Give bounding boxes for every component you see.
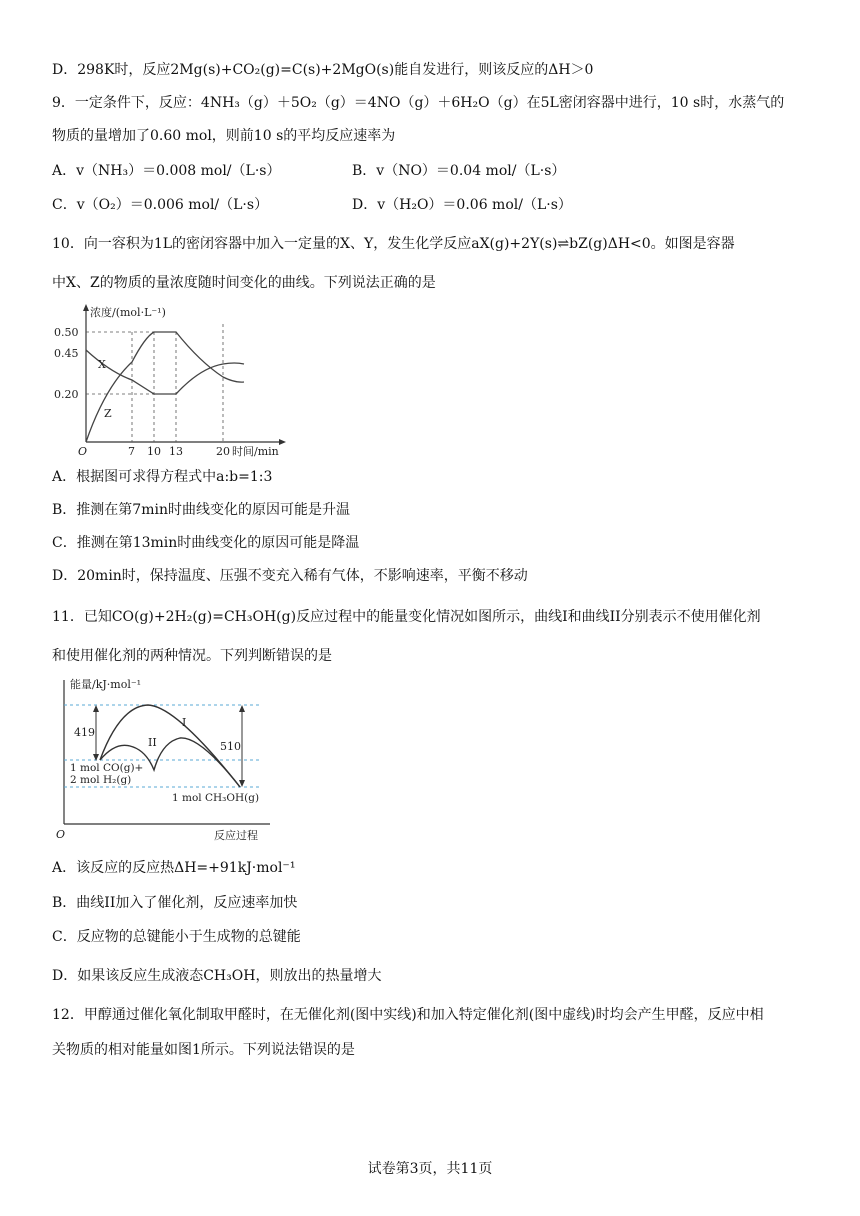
page-footer: 试卷第3页，共11页 <box>367 1161 493 1177</box>
q10-origin: O <box>78 445 88 458</box>
q11-reactant-label-2: 2 mol H₂(g) <box>70 774 132 786</box>
q10-curve-x-label: X <box>98 358 106 371</box>
q11-x-axis-label: 反应过程 <box>214 829 258 842</box>
q8-option-d: D．298K时，反应2Mg(s)+CO₂(g)=C(s)+2MgO(s)能自发进行，则该反应的ΔH＞0 <box>52 62 594 78</box>
q9-stem-line1: 9．一定条件下，反应：4NH₃（g）＋5O₂（g）＝4NO（g）＋6H₂O（g）在5L密闭容器中进行，10 s时，水蒸气的 <box>52 95 785 111</box>
q11-value-419: 419 <box>74 726 95 739</box>
q10-option-a: A．根据图可求得方程式中a:b=1:3 <box>52 469 273 485</box>
q11-reactant-label-1: 1 mol CO(g)+ <box>70 762 144 774</box>
q11-origin: O <box>56 828 66 841</box>
q10-y-tick: 0.45 <box>54 347 79 360</box>
q9-option-a: A．v（NH₃）＝0.008 mol/（L·s） <box>52 163 281 179</box>
q10-x-tick: 7 <box>128 445 135 458</box>
q10-x-tick: 20 <box>216 445 230 458</box>
q11-y-axis-label: 能量/kJ·mol⁻¹ <box>70 678 142 691</box>
q10-concentration-figure <box>50 302 310 462</box>
q12-stem-line2: 关物质的相对能量如图1所示。下列说法错误的是 <box>52 1042 355 1058</box>
q9-stem-line2: 物质的量增加了0.60 mol，则前10 s的平均反应速率为 <box>52 128 396 144</box>
q10-option-c: C．推测在第13min时曲线变化的原因可能是降温 <box>52 535 360 551</box>
q9-option-d: D．v（H₂O）＝0.06 mol/（L·s） <box>352 197 572 213</box>
q9-option-b: B．v（NO）＝0.04 mol/（L·s） <box>352 163 566 179</box>
q10-y-tick: 0.50 <box>54 326 79 339</box>
q9-option-c: C．v（O₂）＝0.006 mol/（L·s） <box>52 197 269 213</box>
q10-y-axis-label: 浓度/(mol·L⁻¹) <box>90 306 166 319</box>
q10-curve-z-label: Z <box>104 407 112 420</box>
q10-option-d: D．20min时，保持温度、压强不变充入稀有气体，不影响速率，平衡不移动 <box>52 568 528 584</box>
q10-x-tick: 10 <box>147 445 161 458</box>
q11-value-510: 510 <box>220 740 241 753</box>
q11-stem-line1: 11．已知CO(g)+2H₂(g)=CH₃OH(g)反应过程中的能量变化情况如图所示，曲线I和曲线II分别表示不使用催化剂 <box>52 609 761 625</box>
q11-curve-1-label: I <box>182 716 187 729</box>
q11-curve-2-label: II <box>148 736 157 749</box>
q11-option-d: D．如果该反应生成液态CH₃OH，则放出的热量增大 <box>52 968 382 984</box>
q10-option-b: B．推测在第7min时曲线变化的原因可能是升温 <box>52 502 350 518</box>
q10-stem-line2: 中X、Z的物质的量浓度随时间变化的曲线。下列说法正确的是 <box>52 275 436 291</box>
q11-option-b: B．曲线II加入了催化剂，反应速率加快 <box>52 895 298 911</box>
q10-x-axis-label: 时间/min <box>232 445 279 458</box>
q11-stem-line2: 和使用催化剂的两种情况。下列判断错误的是 <box>52 648 332 664</box>
q10-y-tick: 0.20 <box>54 388 79 401</box>
q10-x-tick: 13 <box>169 445 183 458</box>
q11-option-a: A．该反应的反应热ΔH=+91kJ·mol⁻¹ <box>52 860 296 876</box>
q11-energy-figure <box>50 676 280 846</box>
q11-option-c: C．反应物的总键能小于生成物的总键能 <box>52 929 301 945</box>
q12-stem-line1: 12．甲醇通过催化氧化制取甲醛时，在无催化剂(图中实线)和加入特定催化剂(图中虚线)时均会产生甲醛，反应中相 <box>52 1007 764 1023</box>
q11-product-label: 1 mol CH₃OH(g) <box>172 792 260 804</box>
q10-stem-line1: 10．向一容积为1L的密闭容器中加入一定量的X、Y，发生化学反应aX(g)+2Y(s)⇌bZ(g)ΔH<0。如图是容器 <box>52 236 735 252</box>
